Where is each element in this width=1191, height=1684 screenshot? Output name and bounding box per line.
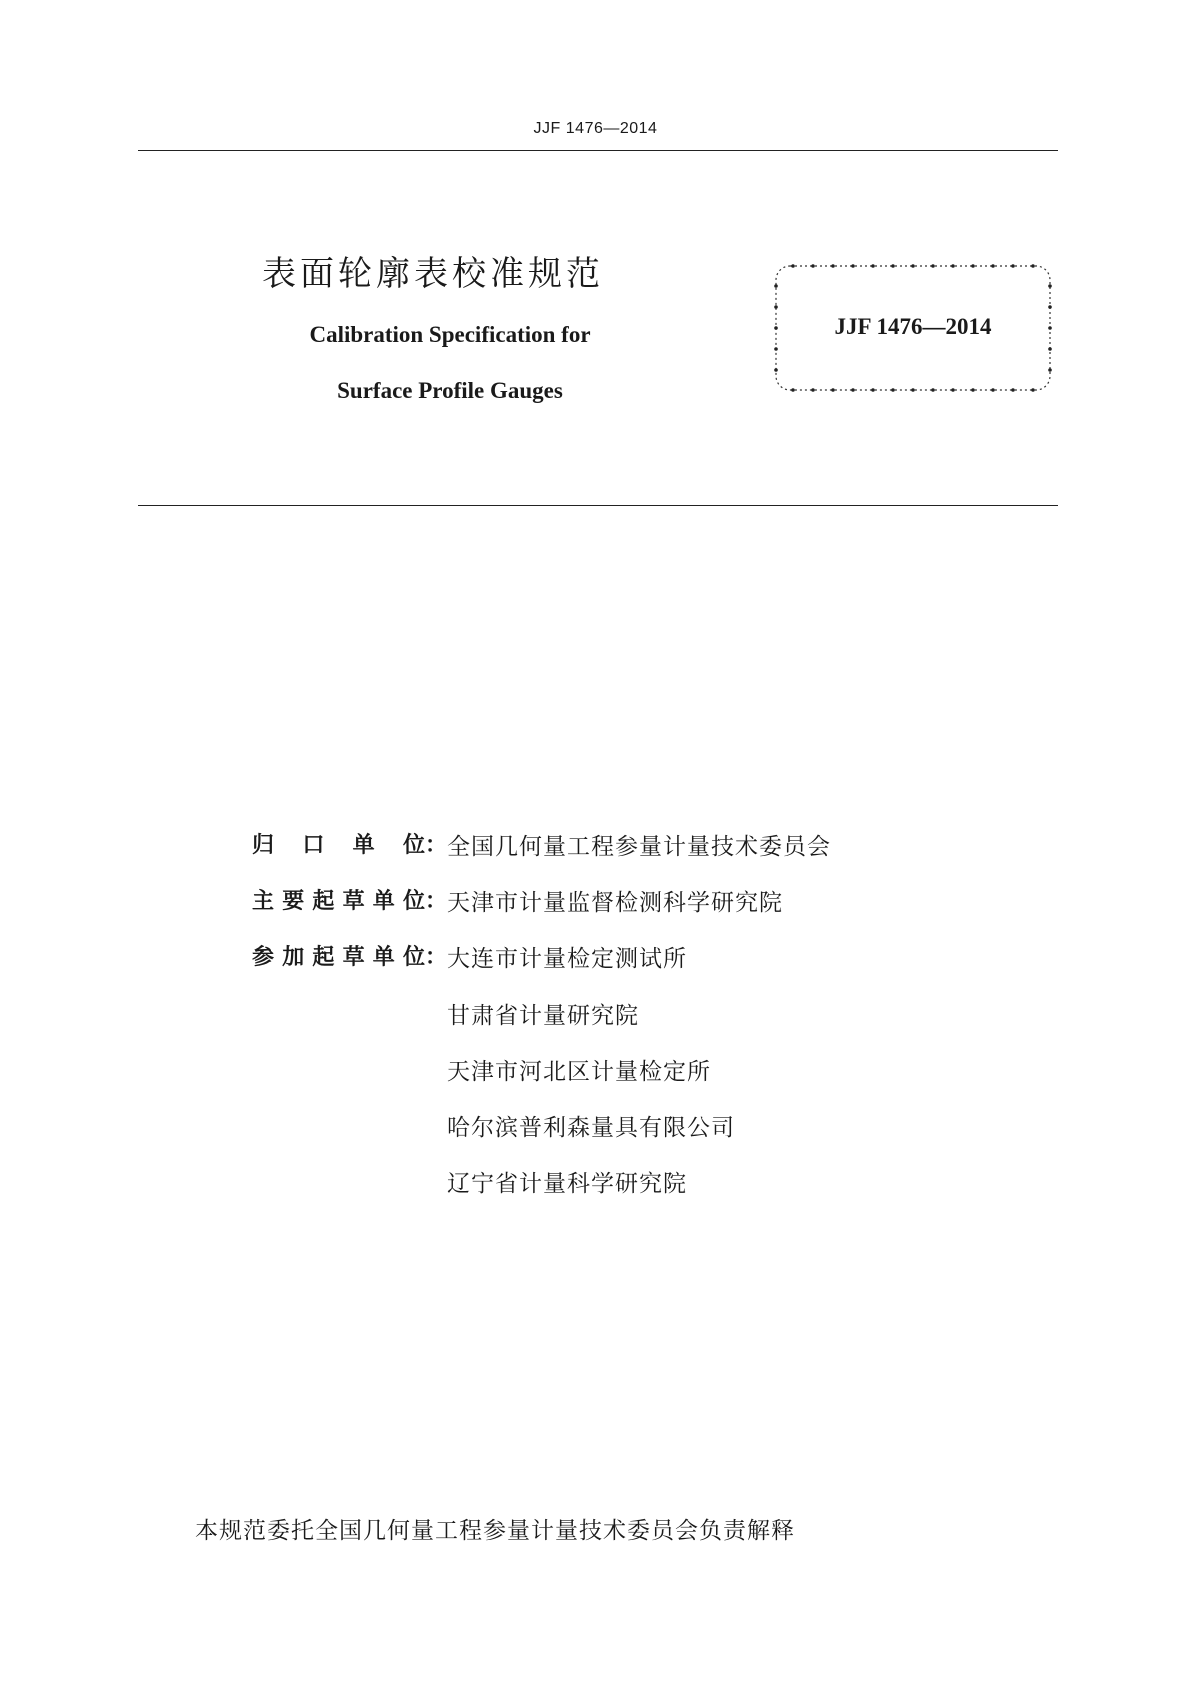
stamp-dot	[931, 388, 935, 392]
stamp-dot	[831, 264, 835, 268]
label-char: 位：	[402, 945, 447, 970]
label-char: 起	[312, 945, 335, 970]
label-char: 单	[372, 889, 395, 914]
stamp-dot	[891, 264, 895, 268]
label-char: 要	[282, 889, 305, 914]
stamp-dot	[991, 388, 995, 392]
stamp-dot	[1031, 264, 1035, 268]
main-drafter-label	[252, 884, 447, 915]
stamp-dot	[951, 388, 955, 392]
participating-drafter-value: 天津市河北区计量检定所	[447, 1059, 711, 1085]
stamp-dot	[911, 264, 915, 268]
header-rule	[138, 150, 1058, 151]
stamp-dot	[1048, 284, 1052, 288]
stamp-dot	[911, 388, 915, 392]
stamp-dot	[971, 388, 975, 392]
stamp-dot	[831, 388, 835, 392]
label-char: 位：	[402, 833, 447, 858]
responsible-unit-value: 全国几何量工程参量计量技术委员会	[447, 834, 831, 860]
participating-drafter-value: 大连市计量检定测试所	[447, 946, 687, 972]
stamp-dot	[971, 264, 975, 268]
participating-drafter-value: 哈尔滨普利森量具有限公司	[447, 1115, 735, 1141]
stamp-dot	[791, 388, 795, 392]
stamp-dot	[774, 284, 778, 288]
stamp-dot	[1011, 264, 1015, 268]
stamp-dot	[774, 305, 778, 309]
participating-drafter-value: 甘肃省计量研究院	[447, 1003, 639, 1029]
standard-code-stamp	[773, 263, 1053, 393]
stamp-dot	[851, 388, 855, 392]
label-char: 单	[372, 945, 395, 970]
label-char: 草	[342, 889, 365, 914]
participating-drafter-label	[252, 940, 447, 971]
label-char: 口	[302, 833, 325, 858]
stamp-dot	[871, 388, 875, 392]
stamp-dot	[774, 347, 778, 351]
main-drafter-value: 天津市计量监督检测科学研究院	[447, 890, 783, 916]
participating-drafter-value: 辽宁省计量科学研究院	[447, 1171, 687, 1197]
stamp-code: JJF 1476—2014	[834, 314, 992, 339]
stamp-dot	[931, 264, 935, 268]
label-char: 主	[252, 889, 275, 914]
stamp-dot	[951, 264, 955, 268]
stamp-dot	[811, 264, 815, 268]
title-section-rule	[138, 505, 1058, 506]
stamp-dot	[1031, 388, 1035, 392]
label-char: 草	[342, 945, 365, 970]
label-char: 加	[282, 945, 305, 970]
stamp-dot	[891, 388, 895, 392]
label-char: 归	[252, 833, 275, 858]
stamp-dot	[1048, 347, 1052, 351]
stamp-dot	[851, 264, 855, 268]
title-english-line1: Calibration Specification for	[309, 322, 591, 347]
header-standard-code: JJF 1476—2014	[533, 120, 658, 137]
label-char: 位：	[402, 889, 447, 914]
stamp-dot	[1048, 368, 1052, 372]
label-char: 单	[352, 833, 375, 858]
stamp-dot	[791, 264, 795, 268]
stamp-dot	[1048, 305, 1052, 309]
interpretation-note: 本规范委托全国几何量工程参量计量技术委员会负责解释	[195, 1518, 795, 1544]
stamp-dot	[1011, 388, 1015, 392]
stamp-dot	[991, 264, 995, 268]
title-english-line2: Surface Profile Gauges	[337, 378, 563, 403]
stamp-dot	[774, 368, 778, 372]
stamp-dot	[811, 388, 815, 392]
responsible-unit-label	[252, 828, 447, 859]
title-chinese: 表面轮廓表校准规范	[262, 254, 604, 294]
label-char: 起	[312, 889, 335, 914]
label-char: 参	[252, 945, 275, 970]
stamp-dot	[871, 264, 875, 268]
